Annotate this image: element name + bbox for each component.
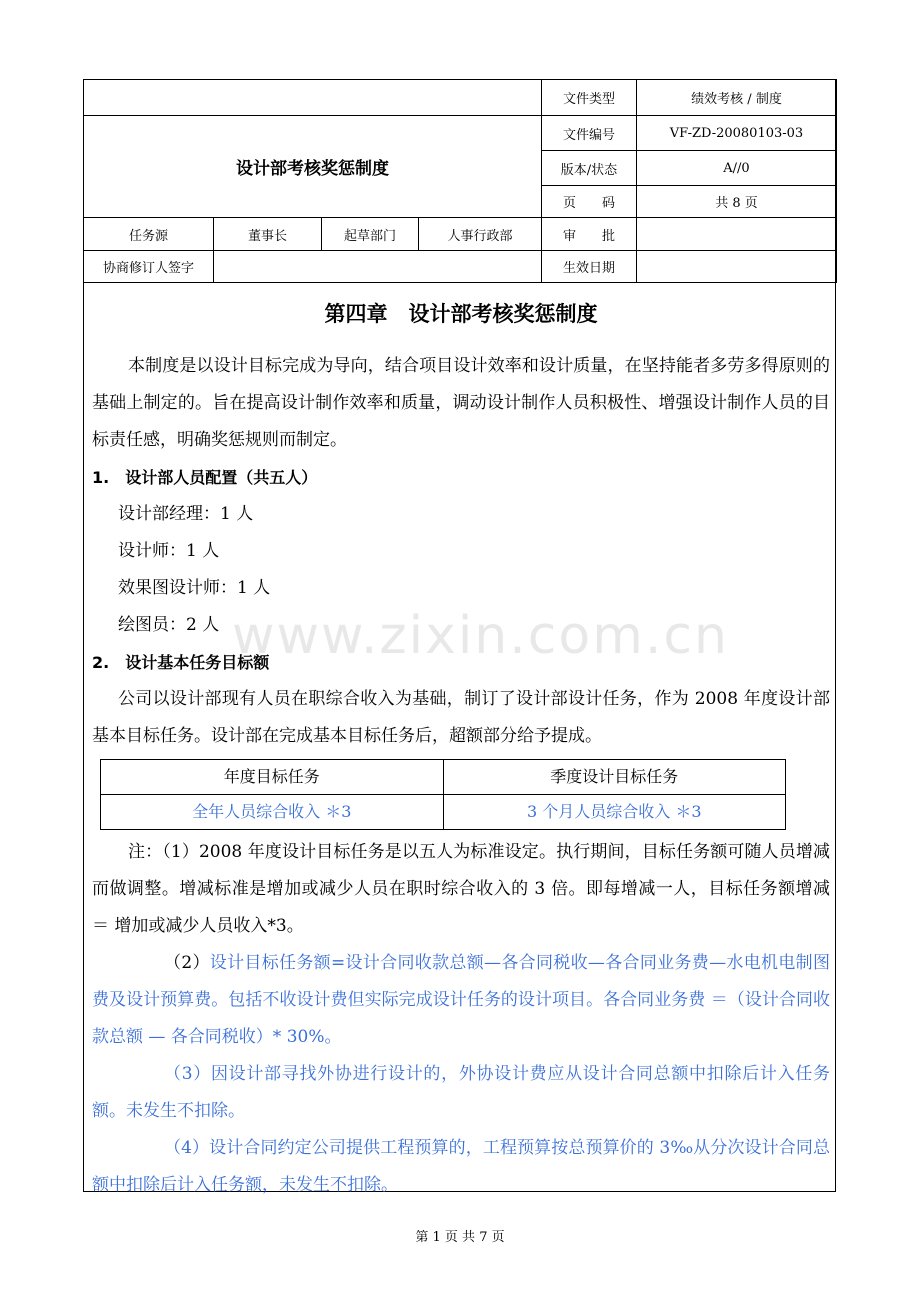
- signers-label: 协商修订人签字: [84, 251, 214, 283]
- header-table: [83, 79, 837, 283]
- file-type-label: 文件类型: [542, 80, 637, 116]
- target-value-annual: 全年人员综合收入 ＊3: [101, 795, 444, 830]
- effective-value: [637, 251, 837, 283]
- watermark: www.zixin.com.cn: [232, 606, 729, 666]
- note-2-prefix: （2）: [164, 953, 210, 973]
- approve-value: [637, 218, 837, 251]
- approve-label: 审 批: [542, 218, 637, 251]
- draft-dept-label: 起草部门: [322, 218, 419, 251]
- note-1: 注：（1）2008 年度设计目标任务是以五人为标准设定。执行期间，目标任务额可随人员增减而做调整。增减标准是增加或减少人员在职时综合收入的 3 倍。即每增减一人，目标任务额增减 ＝ 增加或减少人员收入*3。: [92, 842, 830, 936]
- intro-paragraph: 本制度是以设计目标完成为导向，结合项目设计效率和设计质量，在坚持能者多劳多得原则的基础上制定的。旨在提高设计制作效率和质量，调动设计制作人员积极性、增强设计制作人员的目标责任感，明确奖惩规则而制定。: [92, 356, 830, 450]
- file-no-value: VF-ZD-20080103-03: [637, 116, 837, 151]
- version-label: 版本/状态: [542, 151, 637, 186]
- draft-dept-value: 人事行政部: [419, 218, 542, 251]
- target-header-quarterly: 季度设计目标任务: [443, 760, 786, 795]
- file-type-value: 绩效考核 / 制度: [637, 80, 837, 116]
- note-3: （3）因设计部寻找外协进行设计的，外协设计费应从设计合同总额中扣除后计入任务额。未发生不扣除。: [92, 1064, 830, 1121]
- doc-title: 设计部考核奖惩制度: [84, 116, 542, 218]
- section2-paragraph: 公司以设计部现有人员在职综合收入为基础，制订了设计部设计任务，作为 2008 年度设计部基本目标任务。设计部在完成基本目标任务后，超额部分给予提成。: [92, 689, 830, 746]
- section1-title: 1. 设计部人员配置（共五人）: [92, 468, 318, 487]
- task-source-label: 任务源: [84, 218, 214, 251]
- version-value: A//0: [637, 151, 837, 186]
- staff-item: 设计部经理：1 人: [118, 504, 254, 524]
- note-4: （4）设计合同约定公司提供工程预算的，工程预算按总预算价的 3‰从分次设计合同总额中扣除后计入任务额，未发生不扣除。: [92, 1138, 830, 1195]
- pages-label: 页 码: [542, 186, 637, 218]
- document-body: [92, 290, 830, 1204]
- effective-label: 生效日期: [542, 251, 637, 283]
- file-no-label: 文件编号: [542, 116, 637, 151]
- target-table: [100, 759, 786, 830]
- note-2: [92, 945, 830, 1056]
- task-source-value: 董事长: [214, 218, 322, 251]
- staff-item: 效果图设计师：1 人: [118, 578, 271, 598]
- target-value-quarterly: 3 个月人员综合收入 ＊3: [443, 795, 786, 830]
- pages-value: 共 8 页: [637, 186, 837, 218]
- page-footer: 第 1 页 共 7 页: [415, 1230, 505, 1245]
- note-2-text: 设计目标任务额=设计合同收款总额—各合同税收—各合同业务费—水电机电制图费及设计预算费。包括不收设计费但实际完成设计任务的设计项目。各合同业务费 ＝（设计合同收款总额 — 各合同税收）* 30%。: [92, 953, 830, 1047]
- chapter-title: 第四章 设计部考核奖惩制度: [324, 301, 598, 326]
- signers-value: [214, 251, 542, 283]
- staff-item: 绘图员：2 人: [118, 615, 220, 635]
- target-header-annual: 年度目标任务: [101, 760, 444, 795]
- staff-item: 设计师：1 人: [118, 541, 220, 561]
- section2-title: 2. 设计基本任务目标额: [92, 653, 270, 672]
